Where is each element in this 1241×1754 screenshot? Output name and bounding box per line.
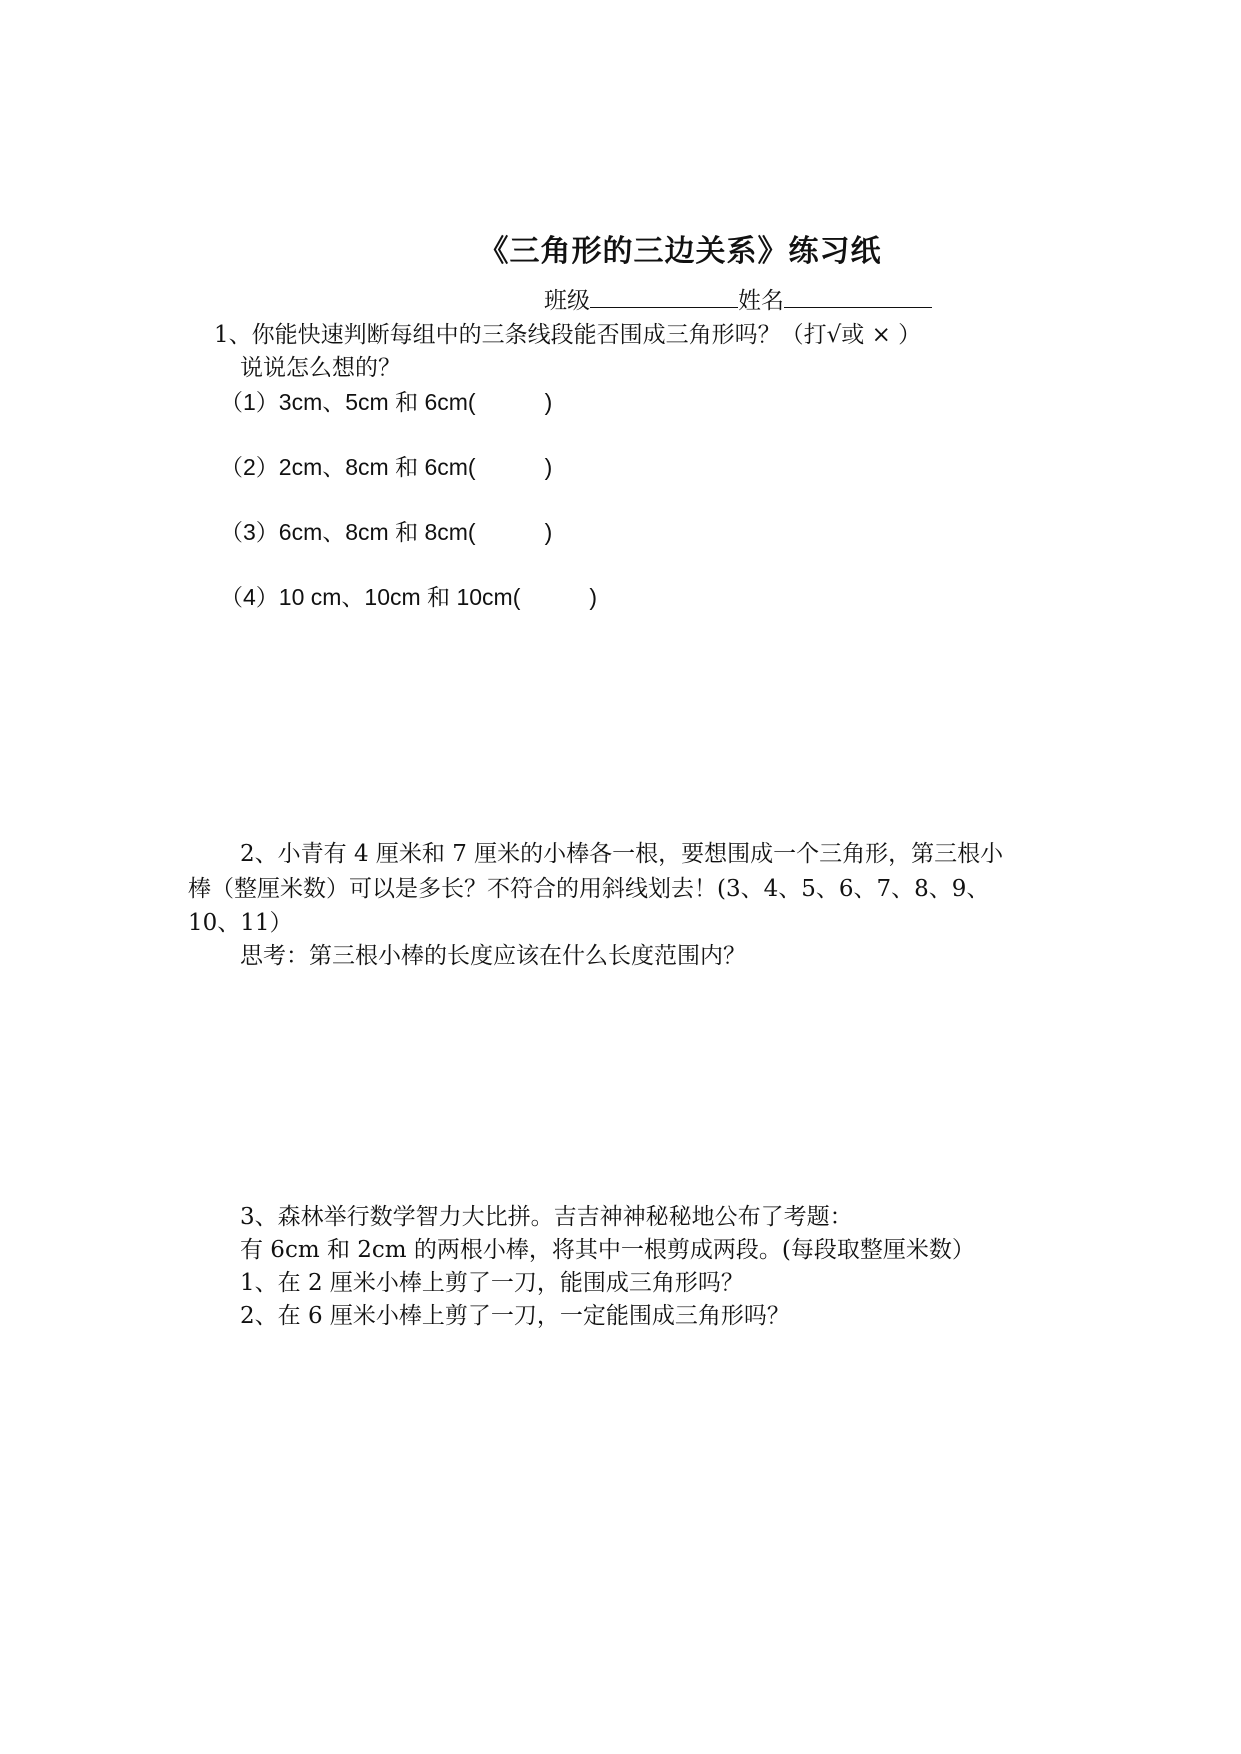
q1-item-4: （4）10 cm、10cm 和 10cm( ) [220, 584, 598, 610]
q2-line-3: 10、11） [188, 910, 293, 936]
q2-line-1: 2、小青有 4 厘米和 7 厘米的小棒各一根，要想围成一个三角形，第三根小 [240, 841, 1004, 867]
q1-item-1: （1）3cm、5cm 和 6cm( ) [220, 389, 553, 415]
q1-prompt-followup: 说说怎么想的？ [240, 355, 401, 381]
class-label: 班级 [544, 288, 590, 314]
q3-line-1: 3、森林举行数学智力大比拼。吉吉神神秘秘地公布了考题： [240, 1204, 853, 1230]
q3-sub-1: 1、在 2 厘米小棒上剪了一刀，能围成三角形吗？ [240, 1270, 744, 1296]
q2-think: 思考：第三根小棒的长度应该在什么长度范围内？ [240, 943, 746, 969]
q1-item-2: （2）2cm、8cm 和 6cm( ) [220, 454, 553, 480]
class-blank[interactable] [590, 283, 738, 308]
page-title: 《三角形的三边关系》练习纸 [478, 234, 882, 269]
q3-line-2: 有 6cm 和 2cm 的两根小棒，将其中一根剪成两段。(每段取整厘米数） [240, 1237, 975, 1263]
q3-sub-2: 2、在 6 厘米小棒上剪了一刀，一定能围成三角形吗？ [240, 1303, 790, 1329]
q2-line-2: 棒（整厘米数）可以是多长？不符合的用斜线划去！(3、4、5、6、7、8、9、 [188, 876, 990, 902]
name-blank[interactable] [784, 283, 932, 308]
q1-item-3: （3）6cm、8cm 和 8cm( ) [220, 519, 553, 545]
student-info [544, 282, 932, 315]
name-label: 姓名 [738, 288, 784, 314]
q1-prompt: 1、你能快速判断每组中的三条线段能否围成三角形吗？（打√或 × ） [214, 322, 922, 348]
